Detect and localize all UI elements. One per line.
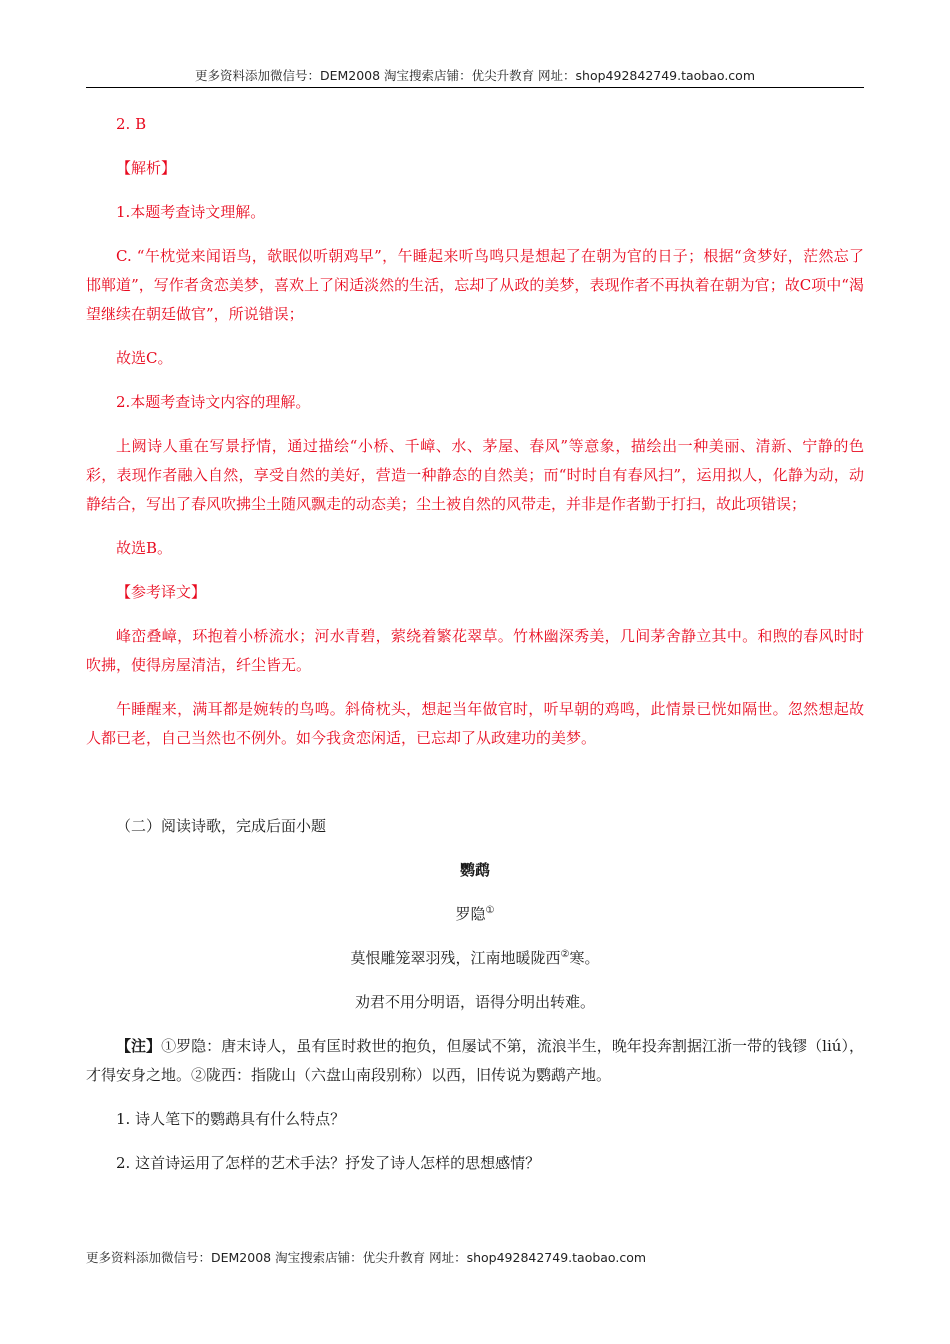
analysis-q2-body: 上阙诗人重在写景抒情，通过描绘“小桥、千嶂、水、茅屋、春风”等意象，描绘出一种美丽、清新、宁静的色彩，表现作者融入自然，享受自然的美好，营造一种静态的自然美；而“时时自有春风扫”，运用拟人，化静为动，动静结合，写出了春风吹拂尘土随风飘走的动态美；尘土被自然的风带走，并非是作者勤于打扫，故此项错误； [86, 437, 864, 513]
poem-line-2: 劝君不用分明语，语得分明出转难。 [354, 993, 595, 1011]
analysis-q1-choice: 故选C。 [116, 349, 173, 367]
page-footer: 更多资料添加微信号：DEM2008 淘宝搜索店铺：优尖升教育 网址：shop492842749.taobao.com [86, 1250, 647, 1265]
poem-title: 鹦鹉 [459, 861, 490, 879]
translation-para-1: 峰峦叠嶂，环抱着小桥流水；河水青碧，萦绕着繁花翠草。竹林幽深秀美，几间茅舍静立其中。和煦的春风时时吹拂，使得房屋清洁，纤尘皆无。 [86, 627, 864, 674]
footnote-mark-1: ① [485, 905, 495, 916]
poem-author-name: 罗隐 [455, 905, 486, 923]
question-1: 1. 诗人笔下的鹦鹉具有什么特点？ [116, 1110, 346, 1128]
analysis-q1-intro: 1.本题考查诗文理解。 [116, 203, 266, 221]
analysis-q2-intro: 2.本题考查诗文内容的理解。 [116, 393, 311, 411]
question-2: 2. 这首诗运用了怎样的艺术手法？抒发了诗人怎样的思想感情？ [116, 1154, 541, 1172]
note-label: 【注】 [116, 1037, 162, 1055]
translation-heading: 【参考译文】 [116, 583, 207, 601]
poem-line-1 [86, 944, 864, 973]
poem-notes [86, 1032, 864, 1090]
section-instruction: （二）阅读诗歌，完成后面小题 [116, 817, 327, 835]
poem-line-1-b: 寒。 [569, 949, 600, 967]
analysis-q2-choice: 故选B。 [116, 539, 173, 557]
analysis-heading: 【解析】 [116, 159, 177, 177]
document-body [86, 110, 864, 1178]
footnote-mark-2: ② [560, 949, 570, 960]
poem-line-1-a: 莫恨雕笼翠羽残，江南地暖陇西 [350, 949, 561, 967]
answer-line: 2. B [116, 115, 147, 133]
page-header: 更多资料添加微信号：DEM2008 淘宝搜索店铺：优尖升教育 网址：shop492842749.taobao.com [194, 68, 756, 83]
note-text: ①罗隐：唐末诗人，虽有匡时救世的抱负，但屡试不第，流浪半生，晚年投奔割据江浙一带的钱镠（liú），才得安身之地。②陇西：指陇山（六盘山南段别称）以西，旧传说为鹦鹉产地。 [86, 1037, 864, 1084]
translation-para-2: 午睡醒来，满耳都是婉转的鸟鸣。斜倚枕头，想起当年做官时，听早朝的鸡鸣，此情景已恍如隔世。忽然想起故人都已老，自己当然也不例外。如今我贪恋闲适，已忘却了从政建功的美梦。 [86, 700, 864, 747]
poem-author [86, 900, 864, 929]
analysis-q1-body: C. “午枕觉来闻语鸟，欹眠似听朝鸡早”，午睡起来听鸟鸣只是想起了在朝为官的日子；根据“贪梦好，茫然忘了邯郸道”，写作者贪恋美梦，喜欢上了闲适淡然的生活，忘却了从政的美梦，表现作者不再执着在朝为官；故C项中“渴望继续在朝廷做官”，所说错误； [86, 247, 864, 323]
header-divider [86, 87, 864, 88]
